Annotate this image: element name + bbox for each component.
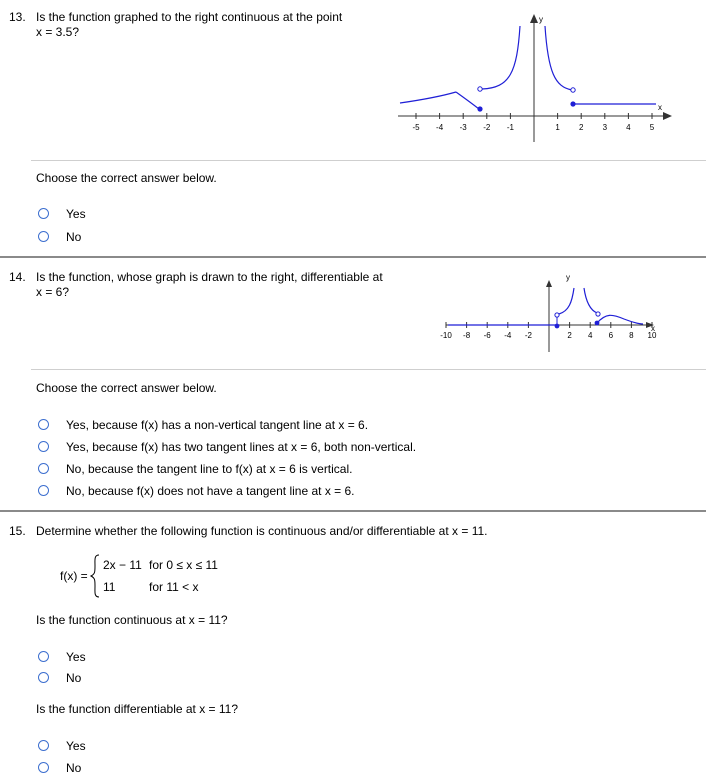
q13-question-line1: Is the function graphed to the right continuous at the point [36,10,343,24]
q15-part1-question: Is the function continuous at x = 11? [36,613,228,627]
q15-piece2-expr: 11 [103,580,116,594]
question-divider-14-15 [0,510,706,512]
q15-part1-option-no-label[interactable]: No [66,671,82,685]
q13-option-yes-label[interactable]: Yes [66,207,86,221]
q14-question-line2: x = 6? [36,285,70,299]
q13-number: 13. [9,10,26,24]
q14-radio-b[interactable] [38,441,49,452]
q14-question-line1: Is the function, whose graph is drawn to the right, differentiable at [36,270,383,284]
q14-x-tick-label: 8 [629,331,634,340]
q15-part1-option-yes-label[interactable]: Yes [66,650,86,664]
q14-x-tick-label: 6 [608,331,614,340]
q14-radio-c[interactable] [38,463,49,474]
q13-option-no-label[interactable]: No [66,230,82,244]
q13-y-axis-arrow [530,14,538,23]
q14-x-tick-label: 4 [587,331,593,340]
q15-part1-radio-yes[interactable] [38,651,49,662]
question-divider-13-14 [0,256,706,258]
q15-part2-radio-no[interactable] [38,762,49,773]
q14-x-tick-label: -10 [440,331,452,340]
q13-x-tick-label: 3 [602,123,608,132]
q13-x-tick-label: -1 [506,123,514,132]
q14-option-d-label[interactable]: No, because f(x) does not have a tangent line at x = 6. [66,484,355,498]
q13-x-tick-label: 5 [649,123,655,132]
q14-filled-point-left [555,324,560,329]
q13-x-label: x [658,103,662,112]
q13-x-tick-label: 2 [578,123,584,132]
q14-x-tick-label: -2 [524,331,532,340]
q15-piece1-cond: for 0 ≤ x ≤ 11 [149,558,218,572]
q14-prompt: Choose the correct answer below. [36,381,217,395]
q15-number: 15. [9,524,26,538]
q13-graph [390,12,680,147]
q13-question-line2: x = 3.5? [36,25,80,39]
q14-x-tick-label: -6 [483,331,491,340]
q14-radio-a[interactable] [38,419,49,430]
q13-open-point-left [478,87,482,91]
q13-prompt: Choose the correct answer below. [36,171,217,185]
q14-x-tick-label: -4 [504,331,512,340]
q14-open-point-right [596,312,600,316]
q15-part2-radio-yes[interactable] [38,740,49,751]
q13-curve-left-rise [456,92,479,109]
q14-open-point-left [555,313,559,317]
q14-option-b-label[interactable]: Yes, because f(x) has two tangent lines at x = 6, both non-vertical. [66,440,417,454]
q15-part1-radio-no[interactable] [38,672,49,683]
q15-piece2-cond: for 11 < x [149,580,199,594]
q13-x-tick-label: -5 [412,123,420,132]
q13-x-tick-label: 4 [626,123,631,132]
q15-fx-label: f(x) = [60,569,88,583]
q15-left-brace [89,554,101,598]
q13-curve-center-right [545,26,572,90]
q14-curve-center-right [584,288,597,313]
q14-number: 14. [9,270,26,284]
q14-curve-center-left [559,288,574,314]
q13-x-axis-arrow [663,112,672,120]
q13-filled-point-left [477,106,482,111]
q13-y-label: y [539,15,543,24]
q13-separator [31,160,706,161]
q14-option-c-label[interactable]: No, because the tangent line to f(x) at x = 6 is vertical. [66,462,353,476]
q13-radio-no[interactable] [38,231,49,242]
q15-part2-question: Is the function differentiable at x = 11? [36,702,239,716]
q14-x-tick-label: 10 [647,331,657,340]
q13-x-tick-label: -2 [483,123,491,132]
q14-separator [31,369,706,370]
q13-x-tick-label: -4 [436,123,444,132]
q14-y-label: y [566,273,570,282]
q14-x-tick-label: -8 [463,331,471,340]
q13-x-tick-label: -3 [459,123,467,132]
q14-x-tick-label: 2 [567,331,572,340]
q14-curve-right [597,315,643,324]
q13-open-point-right [571,88,575,92]
q14-graph [440,266,665,358]
q13-radio-yes[interactable] [38,208,49,219]
q13-x-tick-label: 1 [555,123,560,132]
q14-radio-d[interactable] [38,485,49,496]
q14-option-a-label[interactable]: Yes, because f(x) has a non-vertical tangent line at x = 6. [66,418,369,432]
q15-piece1-expr: 2x − 11 [103,558,142,572]
q13-curve-left [400,92,456,103]
q14-y-axis-arrow [546,280,552,287]
q14-x-label: x [651,324,655,333]
q15-part2-option-no-label[interactable]: No [66,761,82,775]
q15-question: Determine whether the following function is continuous and/or differentiable at x = 11. [36,524,488,538]
q15-part2-option-yes-label[interactable]: Yes [66,739,86,753]
q13-curve-center-left [482,26,520,89]
